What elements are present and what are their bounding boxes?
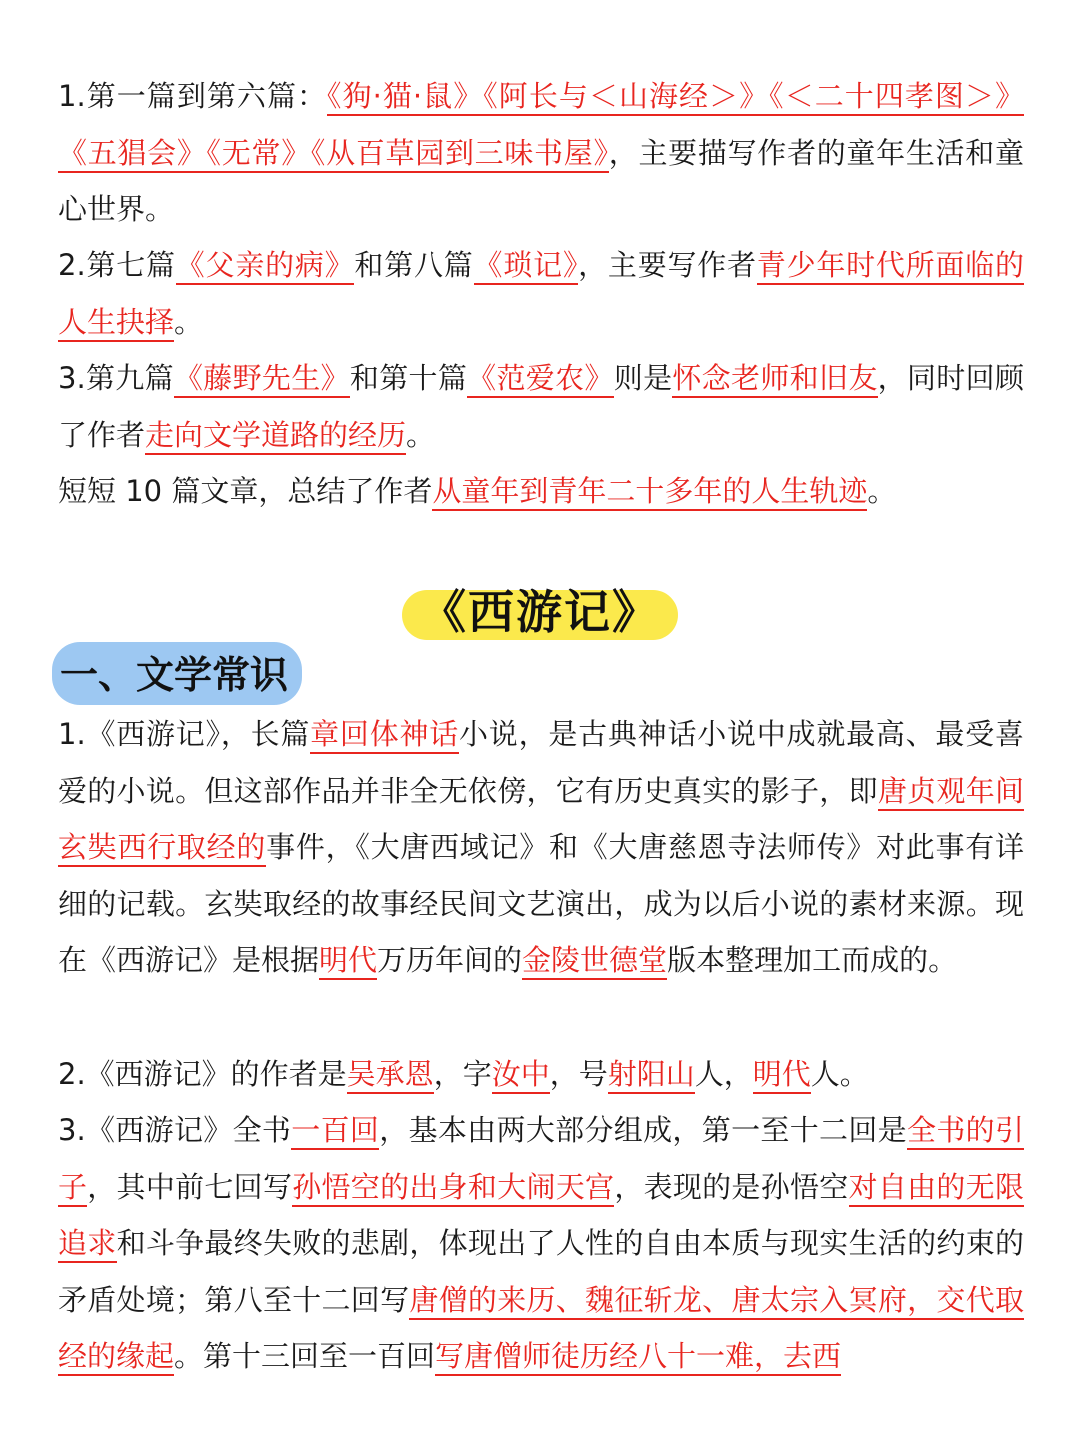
body-paragraph-3	[58, 1102, 1024, 1385]
text: 和第十篇	[349, 361, 468, 395]
highlight-text: 金陵世德堂	[522, 943, 667, 980]
intro-summary	[58, 463, 1024, 520]
intro-paragraph-2	[58, 237, 1024, 350]
text: ，字	[433, 1057, 492, 1091]
text: 。	[867, 474, 897, 508]
body-paragraph-2	[58, 1046, 1024, 1103]
text: 则是	[613, 361, 673, 395]
book-title-wrapper	[0, 572, 1080, 646]
text: 事件，《大唐西域记》和《大唐慈恩寺法师传》对此事有详细的记载。玄奘取经的故事经民间文艺演出，成为以后小说的素材来源。现在《西游记》是根据	[58, 830, 1024, 977]
highlight-text: 走向文学道路的经历	[145, 418, 406, 455]
highlight-text: 唐僧的来历、魏征斩龙、唐太宗入冥府，交代取经的缘起	[58, 1283, 1024, 1377]
text: 和斗争最终失败的悲剧，体现出了人性的自由本质与现实生活的约束的矛盾处境；第八至十二回写	[58, 1226, 1024, 1317]
text: 1.《西游记》，长篇	[58, 717, 311, 751]
body-paragraph-1	[58, 706, 1024, 989]
text: ，号	[549, 1057, 608, 1091]
text: 。	[174, 304, 204, 339]
text: 和第八篇	[354, 248, 474, 282]
highlight-text: 吴承恩	[347, 1057, 434, 1094]
text: ，表现的是孙悟空	[614, 1169, 849, 1204]
text: 。	[406, 417, 436, 452]
text: ，主要写作者	[578, 248, 757, 282]
text: ，同时回顾了作者	[58, 361, 1024, 452]
highlight-text: 全书的引子	[58, 1113, 1024, 1207]
highlight-text: 章回体神话	[310, 717, 459, 754]
highlight-text: 《范爱农》	[467, 361, 614, 398]
highlight-text: 射阳山	[608, 1057, 695, 1094]
intro-paragraph-3	[58, 350, 1024, 463]
highlight-text: 《琐记》	[474, 248, 579, 285]
book-title: 《西游记》	[404, 572, 676, 646]
highlight-text: 明代	[753, 1057, 811, 1094]
text: 2.《西游记》的作者是	[58, 1057, 347, 1091]
text: 版本整理加工而成的。	[667, 943, 958, 977]
highlight-text: 《藤野先生》	[174, 361, 350, 398]
highlight-text: 唐贞观年间玄奘西行取经的	[58, 774, 1024, 868]
text: 1.第一篇到第六篇：	[58, 79, 328, 113]
highlight-text: 写唐僧师徒历经八十一难，去西	[435, 1339, 841, 1376]
text: 万历年间的	[377, 943, 523, 977]
text: 小说，是古典神话小说中成就最高、最受喜爱的小说。但这部作品并非全无依傍，它有历史真实的影子，即	[58, 717, 1024, 808]
section-heading: 一、文学常识	[52, 642, 298, 701]
text: ，其中前七回写	[87, 1169, 293, 1204]
text: 。第十三回至一百回	[174, 1339, 436, 1373]
highlight-text: 怀念老师和旧友	[672, 361, 877, 398]
highlight-text: 汝中	[492, 1057, 550, 1094]
highlight-text: 对自由的无限追求	[58, 1170, 1024, 1264]
text: 人，	[694, 1057, 753, 1091]
text: 3.第九篇	[58, 361, 174, 395]
highlight-text: 青少年时代所面临的人生抉择	[58, 248, 1024, 342]
highlight-text: 孙悟空的出身和大闹天宫	[292, 1170, 614, 1207]
text: 人。	[810, 1057, 869, 1091]
highlight-text: 一百回	[291, 1113, 379, 1150]
highlight-text: 从童年到青年二十多年的人生轨迹	[432, 474, 867, 511]
highlight-text: 明代	[319, 943, 377, 980]
text: ，基本由两大部分组成，第一至十二回是	[379, 1113, 908, 1147]
text: 3.《西游记》全书	[58, 1113, 292, 1147]
text: 2.第七篇	[58, 248, 176, 282]
highlight-text: 《狗·猫·鼠》《阿长与＜山海经＞》《＜二十四孝图＞》《五猖会》《无常》《从百草园到三味书屋》	[58, 79, 1024, 173]
text: 短短 10 篇文章，总结了作者	[58, 474, 433, 508]
text: ，主要描写作者的童年生活和童心世界。	[58, 135, 1024, 226]
highlight-text: 《父亲的病》	[176, 248, 355, 285]
intro-paragraph-1	[58, 68, 1024, 238]
